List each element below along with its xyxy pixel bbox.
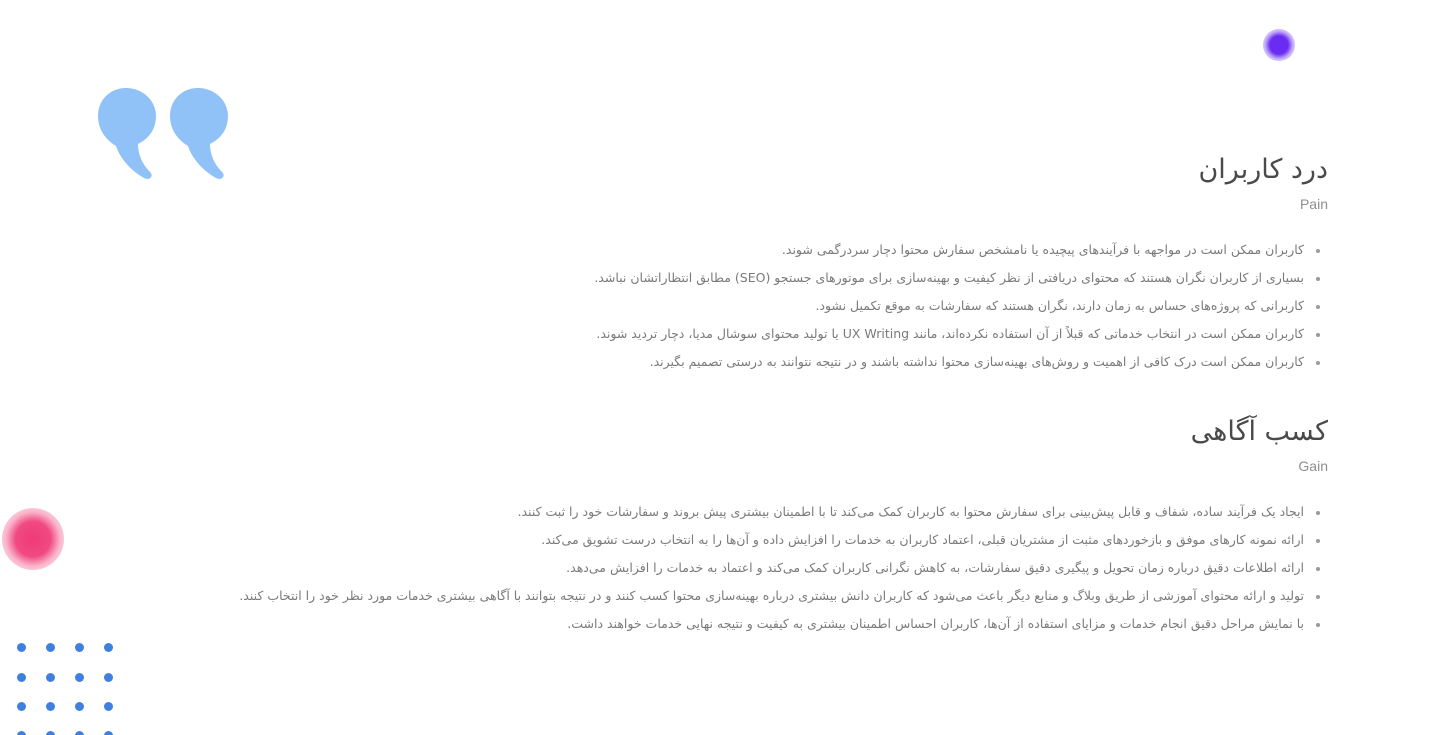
gain-title: کسب آگاهی (1190, 416, 1328, 447)
gain-section (128, 412, 1328, 638)
list-item: تولید و ارائه محتوای آموزشی از طریق وبلاگ و منابع دیگر باعث می‌شود که کاربران دانش بیشتری درباره بهینه‌سازی محتوا کسب کنند و در نتیجه بتوانند با آگاهی بیشتری خدمات مورد نظر خود را انتخاب کنند. (128, 582, 1328, 610)
list-item: ارائه اطلاعات دقیق درباره زمان تحویل و پیگیری دقیق سفارشات، به کاهش نگرانی کاربران کمک می‌کند و اعتماد به خدمات را افزایش می‌دهد. (128, 554, 1328, 582)
purple-dot-icon (1263, 29, 1295, 61)
pain-list (428, 236, 1328, 376)
list-item: کاربران ممکن است در مواجهه با فرآیندهای پیچیده یا نامشخص سفارش محتوا دچار سردرگمی شوند. (428, 236, 1328, 264)
list-item: کاربران ممکن است در انتخاب خدماتی که قبلاً از آن استفاده نکرده‌اند، مانند UX Writing یا تولید محتوای سوشال مدیا، دچار تردید شوند. (428, 320, 1328, 348)
gain-subtitle: Gain (1298, 458, 1328, 474)
quote-icon (96, 86, 232, 182)
pain-subtitle: Pain (1299, 196, 1328, 212)
pain-title: درد کاربران (1198, 154, 1328, 185)
list-item: با نمایش مراحل دقیق انجام خدمات و مزایای استفاده از آن‌ها، کاربران احساس اطمینان بیشتری به کیفیت و نتیجه نهایی خدمات خواهند داشت. (128, 610, 1328, 638)
pain-section (428, 150, 1328, 376)
gain-list (128, 498, 1328, 638)
list-item: ایجاد یک فرآیند ساده، شفاف و قابل پیش‌بینی برای سفارش محتوا به کاربران کمک می‌کند تا با اطمینان بیشتری پیش بروند و سفارشات خود را ثبت کنند. (128, 498, 1328, 526)
list-item: بسیاری از کاربران نگران هستند که محتوای دریافتی از نظر کیفیت و بهینه‌سازی برای موتورهای جستجو (SEO) مطابق انتظاراتشان نباشد. (428, 264, 1328, 292)
list-item: ارائه نمونه کارهای موفق و بازخوردهای مثبت از مشتریان قبلی، اعتماد کاربران به خدمات را افزایش داده و آن‌ها را به انتخاب درست تشویق می‌کند. (128, 526, 1328, 554)
dot-grid-icon (17, 643, 117, 735)
pink-dot-icon (2, 508, 64, 570)
list-item: کاربرانی که پروژه‌های حساس به زمان دارند، نگران هستند که سفارشات به موقع تکمیل نشود. (428, 292, 1328, 320)
list-item: کاربران ممکن است درک کافی از اهمیت و روش‌های بهینه‌سازی محتوا نداشته باشند و در نتیجه نتوانند به درستی تصمیم بگیرند. (428, 348, 1328, 376)
